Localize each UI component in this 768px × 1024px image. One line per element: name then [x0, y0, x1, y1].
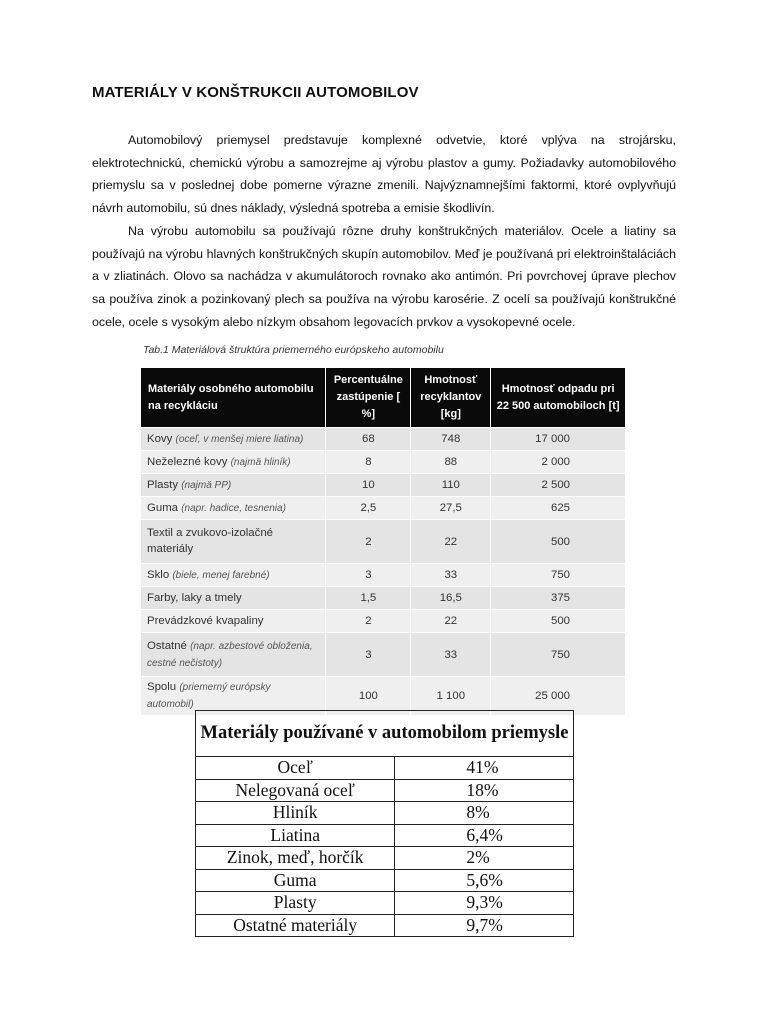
material-cell: Ostatné materiály: [196, 914, 395, 937]
value-cell: 18%: [395, 779, 574, 802]
value-cell: 6,4%: [395, 824, 574, 847]
material-note: (najmä hliník): [230, 456, 291, 468]
material-cell: [141, 451, 326, 474]
value-cell: 5,6%: [395, 869, 574, 892]
table-row: [196, 802, 574, 825]
material-cell: Liatina: [196, 824, 395, 847]
table-row: [196, 914, 574, 937]
material-name: Spolu: [147, 681, 177, 693]
table-row: [196, 779, 574, 802]
material-note: (oceľ, v menšej miere liatina): [175, 433, 304, 445]
waste-cell: 375: [491, 587, 626, 610]
material-cell: [141, 520, 326, 564]
percent-cell: 2: [326, 520, 411, 564]
material-structure-table: [140, 367, 626, 716]
material-cell: [141, 564, 326, 587]
weight-cell: 88: [411, 451, 491, 474]
material-cell: Nelegovaná oceľ: [196, 779, 395, 802]
material-name: Plasty: [147, 478, 179, 491]
value-cell: 41%: [395, 757, 574, 780]
waste-cell: 2 000: [491, 451, 626, 474]
value-cell: 8%: [395, 802, 574, 825]
table-row: [141, 564, 626, 587]
percent-cell: 2: [326, 610, 411, 633]
percent-cell: 8: [326, 451, 411, 474]
table-row: [196, 847, 574, 870]
paragraph: Automobilový priemysel predstavuje komplexné odvetvie, ktoré vplýva na strojársku, elektrotechnickú, chemickú výrobu a samozrejme aj výrobu plastov a gumy. Požiadavky automobilového priemyslu sa v poslednej dobe pomerne výrazne zmenili. Najvýznamnejšími faktormi, ktoré ovplyvňujú návrh automobilu, sú dnes náklady, výsledná spotreba a emisie škodlivín.: [92, 133, 676, 216]
waste-cell: 750: [491, 564, 626, 587]
table-row: [141, 451, 626, 474]
page-title: MATERIÁLY V KONŠTRUKCII AUTOMOBILOV: [92, 84, 419, 101]
materials-usage-table: [195, 710, 574, 937]
table-row: [141, 474, 626, 497]
material-name: Textil a zvukovo-izolačné materiály: [147, 527, 273, 555]
percent-cell: 1,5: [326, 587, 411, 610]
table-row: [196, 892, 574, 915]
waste-cell: 500: [491, 520, 626, 564]
weight-cell: 33: [411, 633, 491, 677]
column-header: Hmotnosť odpadu pri 22 500 automobiloch [t]: [491, 368, 626, 428]
table-row: [196, 757, 574, 780]
material-note: (priemerný európsky automobil): [147, 682, 271, 710]
material-name: Neželezné kovy: [147, 455, 228, 468]
material-name: Prevádzkové kvapaliny: [147, 614, 264, 627]
material-cell: Zinok, meď, horčík: [196, 847, 395, 870]
weight-cell: 748: [411, 428, 491, 451]
percent-cell: 3: [326, 564, 411, 587]
table-row: [196, 824, 574, 847]
material-cell: Plasty: [196, 892, 395, 915]
waste-cell: 750: [491, 633, 626, 677]
waste-cell: 625: [491, 497, 626, 520]
value-cell: 9,7%: [395, 914, 574, 937]
weight-cell: 33: [411, 564, 491, 587]
table-caption: Tab.1 Materiálová štruktúra priemerného európskeho automobilu: [143, 344, 444, 356]
percent-cell: 2,5: [326, 497, 411, 520]
material-name: Kovy: [147, 432, 173, 445]
material-cell: [141, 497, 326, 520]
material-name: Ostatné: [147, 639, 187, 652]
table-row: [141, 497, 626, 520]
table-header-row: [196, 711, 574, 757]
material-cell: [141, 633, 326, 677]
waste-cell: 2 500: [491, 474, 626, 497]
weight-cell: 22: [411, 610, 491, 633]
table-row: [141, 587, 626, 610]
column-header: Materiály osobného automobilu na recykláciu: [141, 368, 326, 428]
material-cell: [141, 428, 326, 451]
column-header: Percentuálne zastúpenie [ %]: [326, 368, 411, 428]
value-cell: 2%: [395, 847, 574, 870]
paragraph: Na výrobu automobilu sa používajú rôzne druhy konštrukčných materiálov. Ocele a liatiny sa používajú na výrobu hlavných konštrukčných skupín automobilov. Meď je používaná pri elektroinštaláciách a v zliatinách. Olovo sa nachádza v akumulátoroch rovnako ako antimón. Pri povrchovej úprave plechov sa používa zinok a pozinkovaný plech sa používa na výrobu karosérie. Z ocelí sa používajú konštrukčné ocele, ocele s vysokým alebo nízkym obsahom legovacích prvkov a vysokopevné ocele.: [92, 223, 676, 329]
table-row: [141, 428, 626, 451]
weight-cell: 1 100: [411, 677, 491, 716]
column-header: Hmotnosť recyklantov [kg]: [411, 368, 491, 428]
percent-cell: 68: [326, 428, 411, 451]
material-name: Guma: [147, 501, 179, 514]
material-cell: [141, 474, 326, 497]
value-cell: 9,3%: [395, 892, 574, 915]
material-note: (napr. azbestové obloženia, cestné nečistoty): [147, 640, 313, 669]
material-name: Farby, laky a tmely: [147, 591, 242, 604]
table-header-row: [141, 368, 626, 428]
weight-cell: 16,5: [411, 587, 491, 610]
material-cell: [141, 587, 326, 610]
material-name: Sklo: [147, 568, 170, 581]
weight-cell: 22: [411, 520, 491, 564]
material-cell: [141, 610, 326, 633]
weight-cell: 110: [411, 474, 491, 497]
percent-cell: 3: [326, 633, 411, 677]
table-row: [141, 633, 626, 677]
waste-cell: 25 000: [491, 677, 626, 716]
waste-cell: 17 000: [491, 428, 626, 451]
table-row: [141, 610, 626, 633]
material-cell: Guma: [196, 869, 395, 892]
material-cell: Hliník: [196, 802, 395, 825]
percent-cell: 100: [326, 677, 411, 716]
waste-cell: 500: [491, 610, 626, 633]
material-cell: Oceľ: [196, 757, 395, 780]
material-note: (biele, menej farebné): [172, 569, 270, 581]
material-note: (najmä PP): [181, 479, 232, 491]
weight-cell: 27,5: [411, 497, 491, 520]
percent-cell: 10: [326, 474, 411, 497]
table-row: [196, 869, 574, 892]
table-row: [141, 520, 626, 564]
body-text: [92, 129, 676, 333]
material-note: (napr. hadice, tesnenia): [181, 502, 286, 514]
table-heading: Materiály používané v automobilom priemysle: [196, 711, 574, 757]
